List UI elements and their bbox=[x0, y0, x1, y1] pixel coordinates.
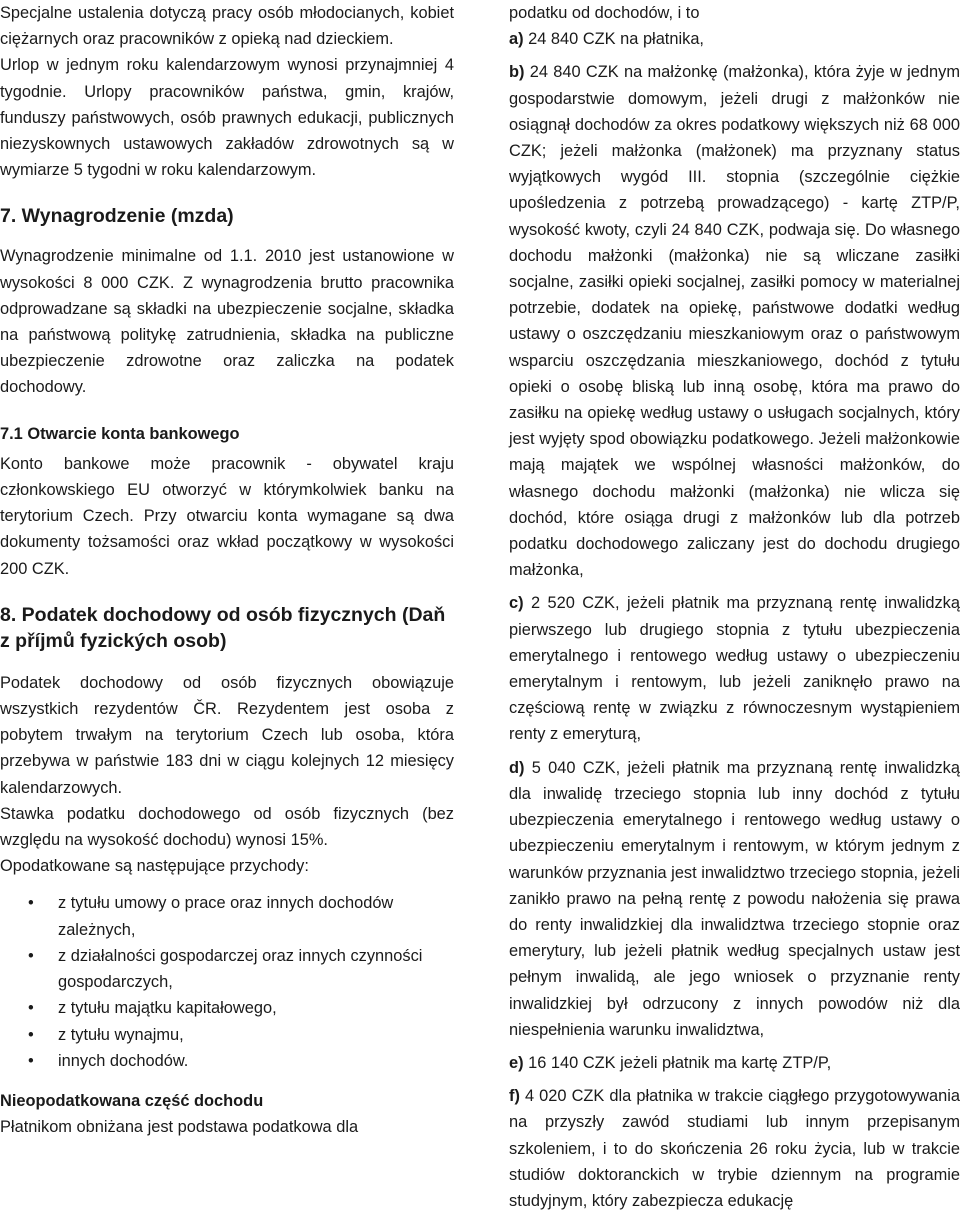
list-item: • z tytułu wynajmu, bbox=[58, 1022, 454, 1048]
heading-section-8: 8. Podatek dochodowy od osób fizycznych (Daň z příjmů fyzických osob) bbox=[0, 603, 446, 652]
heading-section-7-1: 7.1 Otwarcie konta bankowego bbox=[0, 424, 240, 443]
right-column bbox=[509, 0, 960, 1214]
taxed-income-list bbox=[0, 890, 454, 1073]
item-label: a) bbox=[509, 30, 524, 49]
left-column bbox=[0, 0, 454, 1140]
item-text: 5 040 CZK, jeżeli płatnik ma przyznaną rentę inwalidzką dla inwalidę trzeciego stopnia lub inny dochód z tytułu ubezpieczenia emerytalnego i rentowego według ustawy o ubezpieczeniu emerytalnym i rentowym, w którym jednym z warunków przyznania jest inwalidztwo trzeciego stopnia, jeżeli zanikło prawo na pełną rentę z powodu nałożenia się prawa do renty inwalidzkiej dla inwalidztwa trzeciego stopnie oraz emerytury, lub jeżeli płatnik według specjalnych ustaw jest pełnym inwalidą, ale jego wniosek o przyznanie renty inwalidzkiej był odrzucony z innych powodów niż dla niespełnienia warunku inwalidztwa, bbox=[509, 758, 960, 1039]
item-text: 4 020 CZK dla płatnika w trakcie ciągłego przygotowywania na przyszły zawód studiami lub innym przepisanym szkoleniem, i to do skończenia 26 roku życia, lub w trakcie studiów doktoranckich w trybie dziennym na programie studyjnym, który zabezpiecza edukację bbox=[509, 1087, 960, 1210]
deduction-item-a bbox=[509, 26, 960, 52]
item-label: c) bbox=[509, 594, 524, 613]
deduction-item-d bbox=[509, 755, 960, 1043]
heading-section-7: 7. Wynagrodzenie (mzda) bbox=[0, 205, 234, 228]
list-item: • z tytułu majątku kapitałowego, bbox=[58, 995, 454, 1021]
list-item: • innych dochodów. bbox=[58, 1048, 454, 1074]
paragraph-bank-account: Konto bankowe może pracownik - obywatel kraju członkowskiego EU otworzyć w którymkolwiek banku na terytorium Czech. Przy otwarciu konta wymagane są dwa dokumenty tożsamości oraz wkład początkowy w wysokości 200 CZK. bbox=[0, 454, 454, 578]
paragraph-deductions-intro: podatku od dochodów, i to bbox=[509, 4, 700, 22]
item-label: d) bbox=[509, 758, 525, 777]
item-text: 16 140 CZK jeżeli płatnik ma kartę ZTP/P, bbox=[523, 1053, 832, 1072]
heading-untaxed-income: Nieopodatkowana część dochodu bbox=[0, 1091, 264, 1110]
paragraph-tax-base: Płatnikom obniżana jest podstawa podatkowa dla bbox=[0, 1118, 359, 1137]
item-text: 2 520 CZK, jeżeli płatnik ma przyznaną rentę inwalidzką pierwszego lub drugiego stopnia z tytułu ubezpieczenia emerytalnego i rentowego według ustawy o ubezpieczeniu emerytalnym i rentowym, lub jeżeli zaniknęło prawo na częściową rentę w związku z równoczesnym wystąpieniem renty z emerytur​ą, bbox=[509, 594, 960, 744]
paragraph-income-tax: Podatek dochodowy od osób fizycznych obowiązuje wszystkich rezydentów ČR. Rezydentem jest osoba z pobytem trwałym na terytorium Czech lub osoba, która przebywa w państwie 183 dni w ciągu kolejnych 12 miesięcy kalendarzowych. bbox=[0, 673, 454, 797]
deduction-item-b bbox=[509, 59, 960, 583]
list-item: • z działalności gospodarczej oraz innych czynności gospodarczych, bbox=[58, 943, 454, 995]
item-text: 24 840 CZK na małżonkę (małżonka), która żyje w jednym gospodarstwie domowym, jeżeli drugi z małżonków nie osiągnął dochodów za okres podatkowy większych niż 68 000 CZK; jeżeli małżonka (małżonek) ma przyznany status wyjątkowych wygód III. stopnia (szczególnie ciężkie upośledzenia z potrzebą prowadzącego) - kartę ZTP/P, wysokość kwoty, czyli 24 840 CZK, podwaja się. Do własnego dochodu małżonki (małżonka) nie są wliczane zasiłki socjalne, zasiłki opieki socjalnej, zasiłki pomocy w materialnej potrzebie, dodatek na opiekę, państwowe dodatki według ustawy o oszczędzaniu mieszkaniowym oraz o państwowym wsparciu oszczędzania mieszkaniowego, dochód z tytułu opieki o osobę bliską lub inną osobę, która ma prawo do zasiłku na opiekę według ustawy o usługach socjalnych, który jest wyjęty spod obowiązku podatkowego. Jeżeli małżonkowie mają majątek we wspólnej własności małżonków, do własnego dochodu małżonki (małżonka) nie wlicza się dochód, które osiąga drugi z małżonków lub dla potrzeb podatku dochodowego zaliczany jest do dochodu drugiego małżonka, bbox=[509, 63, 960, 580]
item-label: f) bbox=[509, 1087, 520, 1106]
item-label: e) bbox=[509, 1053, 524, 1072]
deduction-item-e bbox=[509, 1050, 960, 1076]
item-text: 24 840 CZK na płatnika, bbox=[523, 30, 704, 49]
paragraph-minimum-wage: Wynagrodzenie minimalne od 1.1. 2010 jest ustanowione w wysokości 8 000 CZK. Z wynagrodzenia brutto pracownika odprowadzane są składki na ubezpieczenie socjalne, składka na państwową politykę zatrudnienia, składka na publiczne ubezpieczenie zdrowotne oraz zaliczka na podatek dochodowy. bbox=[0, 247, 454, 397]
paragraph-special-rules: Specjalne ustalenia dotyczą pracy osób młodocianych, kobiet ciężarnych oraz pracowników z opieką nad dzieckiem. bbox=[0, 4, 454, 49]
item-label: b) bbox=[509, 63, 525, 82]
paragraph-tax-rate: Stawka podatku dochodowego od osób fizycznych (bez względu na wysokość dochodu) wynosi 15%. bbox=[0, 804, 454, 850]
paragraph-leave: Urlop w jednym roku kalendarzowym wynosi przynajmniej 4 tygodnie. Urlopy pracowników państwa, gmin, krajów, funduszy państwowych, osób prawnych edukacji, publicznych niezyskownych ustawowych zakładów zdrowotnych są w wymiarze 5 tygodni w roku kalendarzowym. bbox=[0, 56, 454, 180]
deduction-item-f bbox=[509, 1083, 960, 1214]
deduction-item-c bbox=[509, 590, 960, 747]
list-item: • z tytułu umowy o prace oraz innych dochodów zależnych, bbox=[58, 890, 454, 942]
paragraph-taxed-income-intro: Opodatkowane są następujące przychody: bbox=[0, 857, 309, 876]
